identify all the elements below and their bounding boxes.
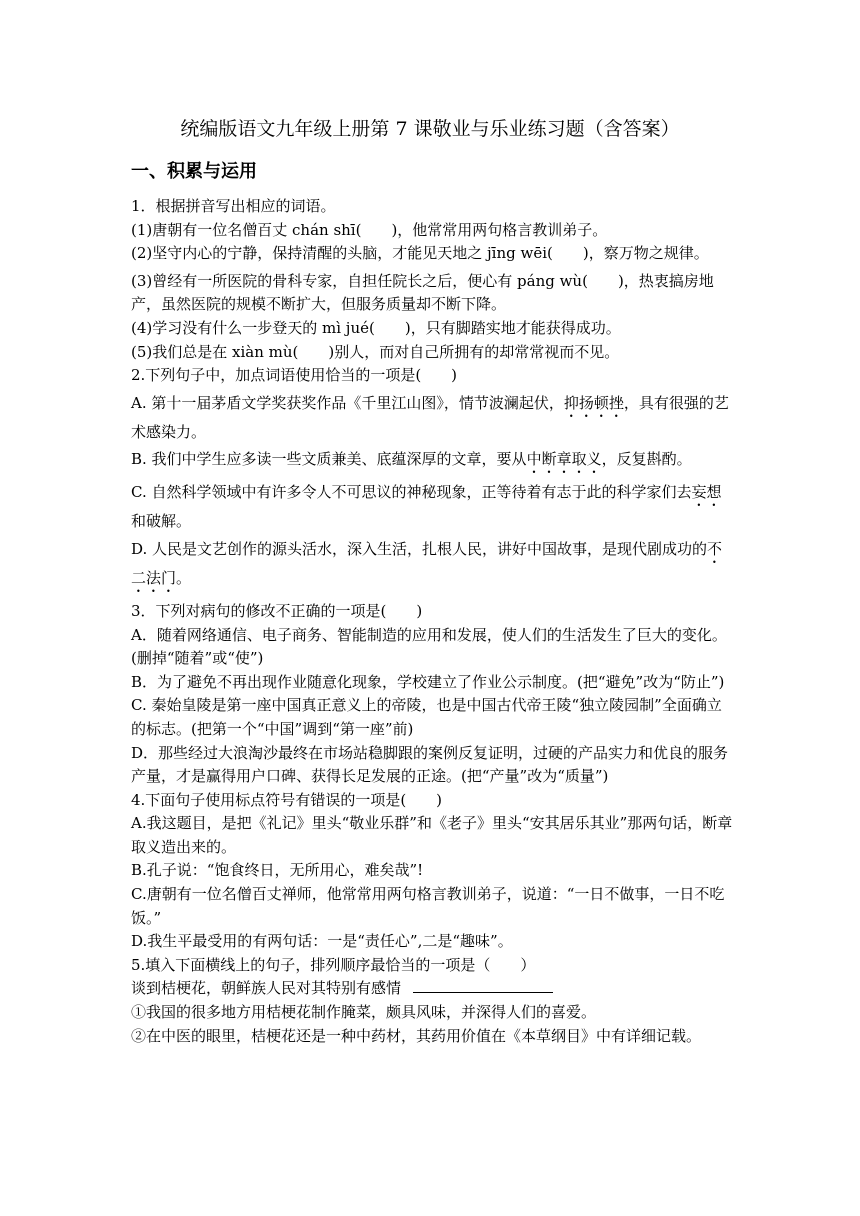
question-4-option-b: B.孔子说：“饱食终日，无所用心，难矣哉”! (131, 861, 424, 880)
question-3-option-b: B．为了避免不再出现作业随意化现象，学校建立了作业公示制度。(把“避免”改为“防止”) (131, 672, 725, 691)
question-3-option-c: C. 秦始皇陵是第一座中国真正意义上的帝陵，也是中国古代帝王陵“独立陵园制”全面确立的标志。(把第一个“中国”调到“第一座”前) (131, 696, 722, 738)
question-3-stem: 3．下列对病句的修改不正确的一项是( ) (131, 601, 423, 620)
dotted-phrase: 妄想 (691, 483, 722, 502)
question-2-option-a (131, 392, 735, 445)
question-2-option-c (131, 481, 735, 534)
dotted-phrase: 中断章取义 (526, 450, 602, 469)
section-heading: 一、积累与运用 (131, 161, 257, 182)
dotted-phrase: 不二法门 (131, 539, 723, 587)
question-4-option-c: C.唐朝有一位名僧百丈禅师，他常常用两句格言教训弟子，说道：“一日不做事，一日不吃饭。” (131, 885, 725, 927)
question-2-option-d (131, 538, 735, 596)
question-1-stem: 1．根据拼音写出相应的词语。 (131, 197, 336, 215)
question-3-option-d: D．那些经过大浪淘沙最终在市场站稳脚跟的案例反复证明，过硬的产品实力和优良的服务产量，才是赢得用户口碑、获得长足发展的正途。(把“产量”改为“质量”) (131, 743, 729, 786)
option-text: C. 自然科学领域中有许多令人不可思议的神秘现象，正等待着有志于此的科学家们去 (131, 483, 692, 502)
document-title: 统编版语文九年级上册第 7 课敬业与乐业练习题（含答案） (180, 118, 680, 140)
question-5-item: ②在中医的眼里，桔梗花还是一种中药材，其药用价值在《本草纲目》中有详细记载。 (131, 1026, 702, 1045)
question-1-item: (1)唐朝有一位名僧百丈 chán shī( )，他常常用两句格言教训弟子。 (131, 220, 608, 239)
question-5-item: ①我国的很多地方用桔梗花制作腌菜，颇具风味，并深得人们的喜爱。 (131, 1003, 597, 1022)
option-text: ，具有很强的艺术感染力。 (131, 393, 729, 441)
option-text: D. 人民是文艺创作的源头活水，深入生活，扎根人民，讲好中国故事，是现代剧成功的 (131, 539, 708, 558)
question-1-item: (2)坚守内心的宁静，保持清醒的头脑，才能见天地之 jīng wēi( )，察万物之规律。 (131, 244, 709, 263)
question-2-stem: 2.下列句子中，加点词语使用恰当的一项是( ) (131, 366, 458, 385)
document-body (131, 195, 735, 1048)
question-1-item: (4)学习没有什么一步登天的 mì jué( )，只有脚踏实地才能获得成功。 (131, 318, 621, 337)
question-2-option-b (131, 448, 735, 477)
dotted-phrase: 抑扬顿挫 (563, 393, 624, 412)
question-5-lead (131, 977, 735, 1001)
option-text: A. 第十一届茅盾文学奖获奖作品《千里江山图》，情节波澜起伏， (131, 393, 564, 412)
option-text: B. 我们中学生应多读一些文质兼美、底蕴深厚的文章，要从 (131, 450, 527, 469)
question-4-option-a: A.我这题目，是把《礼记》里头“敬业乐群”和《老子》里头“安其居乐其业”那两句话，断章取义造出来的。 (131, 814, 733, 856)
option-text: 和破解。 (131, 512, 192, 531)
option-text: 。 (176, 568, 192, 587)
question-1-item: (5)我们总是在 xiàn mù( )别人，而对自己所拥有的却常常视而不见。 (131, 342, 620, 361)
question-4-option-d: D.我生平最受用的有两句话：一是“责任心”,二是“趣味”。 (131, 932, 513, 951)
answer-blank-line (413, 978, 553, 993)
question-5-stem: 5.填入下面横线上的句子，排列顺序最恰当的一项是（ ） (131, 955, 536, 974)
question-1-item: (3)曾经有一所医院的骨科专家，自担任院长之后，便心有 páng wù( )，热衷搞房地产，虽然医院的规模不断扩大，但服务质量却不断下降。 (131, 271, 714, 314)
lead-text: 谈到桔梗花，朝鲜族人民对其特别有感情 (131, 979, 402, 998)
question-3-option-a: A．随着网络通信、电子商务、智能制造的应用和发展，使人们的生活发生了巨大的变化。(删掉“随着”或“使”) (131, 625, 727, 668)
question-4-stem: 4.下面句子使用标点符号有错误的一项是( ) (131, 790, 443, 809)
option-text: ，反复斟酌。 (601, 450, 692, 469)
